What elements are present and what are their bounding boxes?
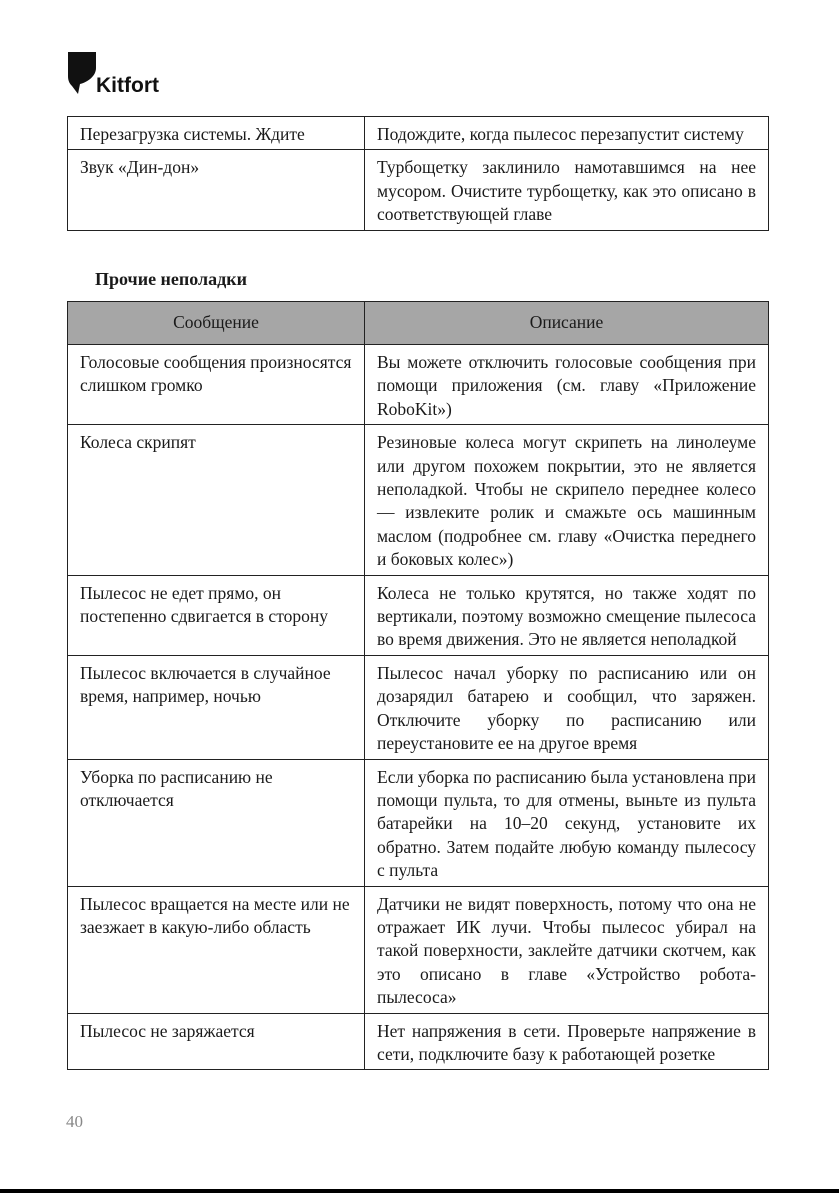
page-number: 40 bbox=[66, 1112, 83, 1131]
column-header-message: Сообщение bbox=[68, 302, 365, 345]
table-row bbox=[68, 425, 769, 575]
table-row bbox=[68, 1013, 769, 1070]
description-cell: Вы можете отключить голосовые сообщения при помощи приложения (см. главу «Приложение RoboKit») bbox=[365, 345, 769, 425]
message-cell: Уборка по расписанию не отключается bbox=[68, 759, 365, 886]
brand-logo bbox=[66, 50, 186, 100]
description-cell: Датчики не видят поверхность, потому что она не отражает ИК лучи. Чтобы пылесос убирал на такой поверхности, заклейте датчики скотчем, как это описано в главе «Устройство робота-пылесоса» bbox=[365, 886, 769, 1013]
description-cell: Если уборка по расписанию была установлена при помощи пульта, то для отмены, выньте из пульта батарейки на 10–20 секунд, установите их обратно. Затем подайте любую команду пылесосу с пульта bbox=[365, 759, 769, 886]
table-row bbox=[68, 655, 769, 759]
description-cell: Колеса не только крутятся, но также ходят по вертикали, поэтому возможно смещение пылесоса во время движения. Это не является неполадкой bbox=[365, 575, 769, 655]
message-cell: Пылесос вращается на месте или не заезжает в какую-либо область bbox=[68, 886, 365, 1013]
description-cell: Пылесос начал уборку по расписанию или он дозарядил батарею и сообщил, что заряжен. Отключите уборку по расписанию или переустановите ее на другое время bbox=[365, 655, 769, 759]
description-cell: Подождите, когда пылесос перезапустит систему bbox=[365, 117, 769, 150]
message-cell: Голосовые сообщения произносятся слишком громко bbox=[68, 345, 365, 425]
table-row bbox=[68, 150, 769, 230]
message-cell: Колеса скрипят bbox=[68, 425, 365, 575]
column-header-description: Описание bbox=[365, 302, 769, 345]
brand-name: Kitfort bbox=[96, 74, 159, 97]
message-cell: Пылесос не едет прямо, он постепенно сдвигается в сторону bbox=[68, 575, 365, 655]
section-heading: Прочие неполадки bbox=[95, 269, 247, 289]
table-row bbox=[68, 117, 769, 150]
description-cell: Нет напряжения в сети. Проверьте напряжение в сети, подключите базу к работающей розетке bbox=[365, 1013, 769, 1070]
kitfort-logo-icon bbox=[66, 50, 100, 96]
table-row bbox=[68, 345, 769, 425]
message-cell: Перезагрузка системы. Ждите bbox=[68, 117, 365, 150]
table-row bbox=[68, 575, 769, 655]
table-header-row bbox=[68, 302, 769, 345]
message-cell: Звук «Дин-дон» bbox=[68, 150, 365, 230]
table-row bbox=[68, 886, 769, 1013]
description-cell: Резиновые колеса могут скрипеть на линолеуме или другом похожем покрытии, это не является неполадкой. Чтобы не скрипело переднее колесо — извлеките ролик и смажьте ось машинным маслом (подробнее см. главу «Очистка переднего и боковых колес») bbox=[365, 425, 769, 575]
message-cell: Пылесос не заряжается bbox=[68, 1013, 365, 1070]
troubleshooting-table bbox=[67, 301, 769, 1070]
bottom-rule bbox=[0, 1189, 839, 1193]
description-cell: Турбощетку заклинило намотавшимся на нее мусором. Очистите турбощетку, как это описано в соответствующей главе bbox=[365, 150, 769, 230]
table-row bbox=[68, 759, 769, 886]
top-table bbox=[67, 116, 769, 231]
message-cell: Пылесос включается в случайное время, например, ночью bbox=[68, 655, 365, 759]
